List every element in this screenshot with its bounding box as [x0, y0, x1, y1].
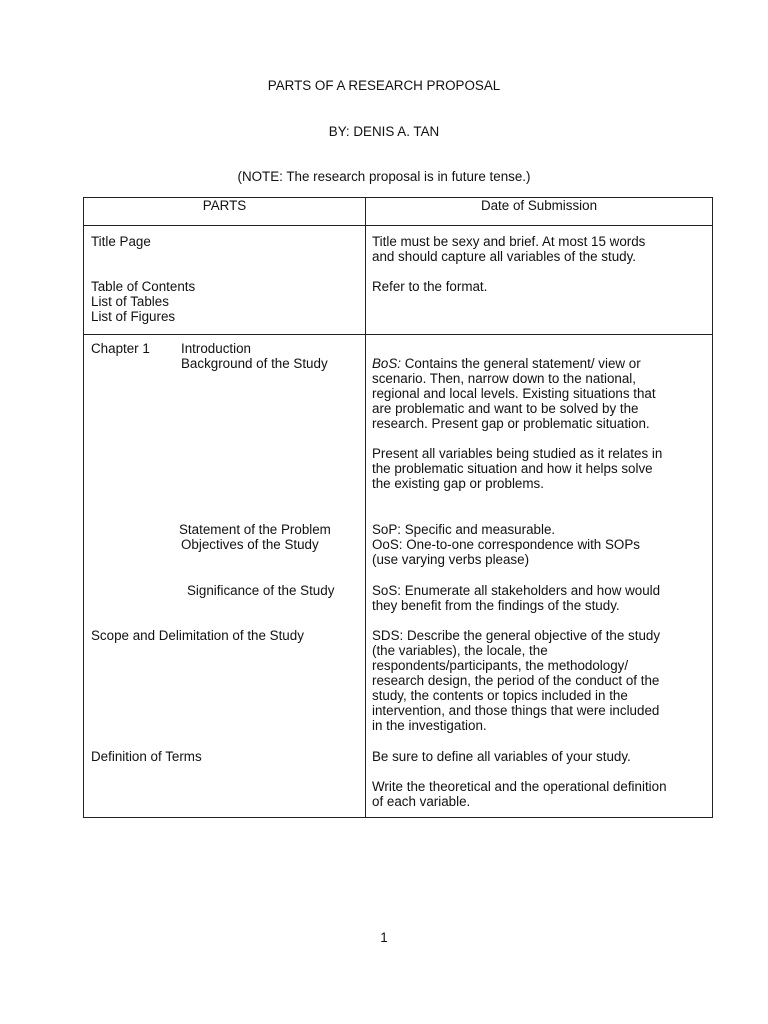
title-page-label: Title Page	[91, 234, 151, 249]
dot-desc: Be sure to define all variables of your study.	[372, 749, 631, 764]
bos-line: research. Present gap or problematic situation.	[372, 416, 650, 431]
sds-label: Scope and Delimitation of the Study	[91, 628, 304, 643]
bos-line: regional and local levels. Existing situations that	[372, 386, 656, 401]
front-matter-parts-cell	[84, 226, 366, 335]
sds-desc-line: intervention, and those things that were included	[372, 703, 660, 718]
header-parts: PARTS	[84, 198, 366, 226]
list-of-figures-label: List of Figures	[91, 309, 176, 324]
variables-line: the existing gap or problems.	[372, 476, 544, 491]
sds-desc-line: in the investigation.	[372, 718, 487, 733]
bos-text: Contains the general statement/ view or	[401, 356, 641, 371]
table-row-front-matter	[84, 226, 713, 335]
title-desc-line: and should capture all variables of the study.	[372, 249, 637, 264]
bos-line	[372, 356, 641, 371]
sds-desc-line: SDS: Describe the general objective of the study	[372, 628, 661, 643]
table-row-chapter1	[84, 335, 713, 818]
introduction-label: Introduction	[181, 341, 251, 356]
chapter1-desc-cell	[366, 335, 713, 818]
toc-label: Table of Contents	[91, 279, 196, 294]
variables-line: the problematic situation and how it helps solve	[372, 461, 653, 476]
bos-line: scenario. Then, narrow down to the national,	[372, 371, 637, 386]
document-author: BY: DENIS A. TAN	[328, 124, 440, 139]
sop-label: Statement of the Problem	[179, 522, 331, 537]
sop-desc: SoP: Specific and measurable.	[372, 522, 556, 537]
parts-table	[83, 197, 713, 818]
sds-desc-line: study, the contents or topics included in the	[372, 688, 628, 703]
background-label: Background of the Study	[181, 356, 328, 371]
list-of-tables-label: List of Tables	[91, 294, 169, 309]
oos-desc-line: OoS: One-to-one correspondence with SOPs	[372, 537, 640, 552]
chapter1-parts-cell	[84, 335, 366, 818]
dot-desc2-line: Write the theoretical and the operational definition	[372, 779, 667, 794]
oos-label: Objectives of the Study	[181, 537, 319, 552]
dot-desc2-line: of each variable.	[372, 794, 471, 809]
sos-label: Significance of the Study	[187, 583, 335, 598]
sds-desc-line: research design, the period of the conduct of the	[372, 673, 660, 688]
document-title: PARTS OF A RESEARCH PROPOSAL	[267, 78, 501, 93]
sos-desc-line: they benefit from the findings of the study.	[372, 598, 620, 613]
dot-label: Definition of Terms	[91, 749, 202, 764]
bos-prefix: BoS:	[372, 356, 402, 371]
sds-desc-line: respondents/participants, the methodology/	[372, 658, 629, 673]
header-date-of-submission: Date of Submission	[366, 198, 713, 226]
sos-desc-line: SoS: Enumerate all stakeholders and how would	[372, 583, 661, 598]
document-note: (NOTE: The research proposal is in future tense.)	[237, 169, 531, 184]
table-header-row	[84, 198, 713, 226]
sds-desc-line: (the variables), the locale, the	[372, 643, 548, 658]
chapter1-label: Chapter 1	[91, 341, 150, 356]
page-number: 1	[380, 930, 388, 945]
variables-line: Present all variables being studied as it relates in	[372, 446, 663, 461]
bos-line: are problematic and want to be solved by the	[372, 401, 639, 416]
front-matter-desc-cell	[366, 226, 713, 335]
toc-desc: Refer to the format.	[372, 279, 488, 294]
oos-desc-line: (use varying verbs please)	[372, 552, 530, 567]
title-desc-line: Title must be sexy and brief. At most 15 words	[372, 234, 646, 249]
